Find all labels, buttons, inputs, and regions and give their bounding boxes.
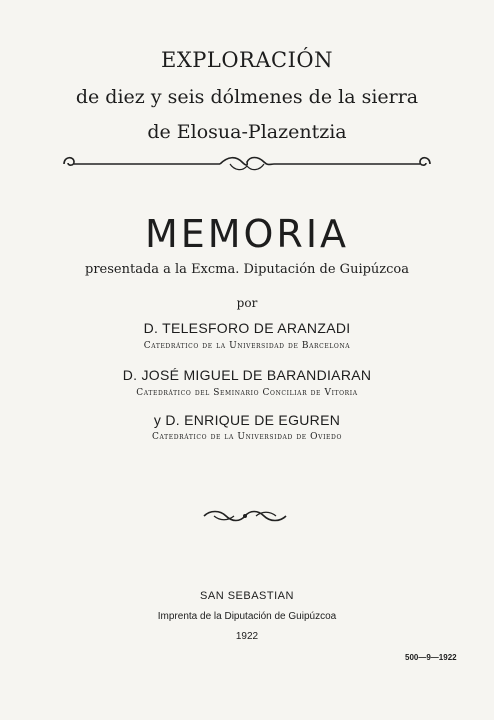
- memoria-heading: MEMORIA: [144, 212, 350, 256]
- subtitle: presentada a la Excma. Diputación de Guipúzcoa: [85, 262, 409, 277]
- by-label: por: [236, 296, 258, 310]
- imprint-year: 1922: [235, 631, 259, 642]
- fleuron-ornament-icon: [200, 508, 290, 524]
- imprint-press: Imprenta de la Diputación de Guipúzcoa: [157, 611, 337, 622]
- title-line-1: EXPLORACIÓN: [160, 48, 333, 72]
- author-affiliation: Catedrático de la Universidad de Oviedo: [152, 432, 342, 442]
- title-line-3: de Elosua-Plazentzia: [147, 121, 347, 143]
- title-line-2: de diez y seis dólmenes de la sierra: [75, 86, 419, 108]
- author-affiliation: Catedrático de la Universidad de Barcelona: [143, 341, 351, 351]
- imprint-city: SAN SEBASTIAN: [200, 590, 294, 602]
- author-name: D. TELESFORO DE ARANZADI: [143, 320, 351, 336]
- ornamental-rule-icon: [58, 150, 436, 178]
- author-name: D. JOSÉ MIGUEL DE BARANDIARAN: [122, 367, 372, 383]
- author-affiliation: Catedrático del Seminario Conciliar de Vitoria: [136, 388, 358, 398]
- print-code: 500—9—1922: [405, 653, 457, 662]
- author-name: y D. ENRIQUE DE EGUREN: [153, 412, 341, 428]
